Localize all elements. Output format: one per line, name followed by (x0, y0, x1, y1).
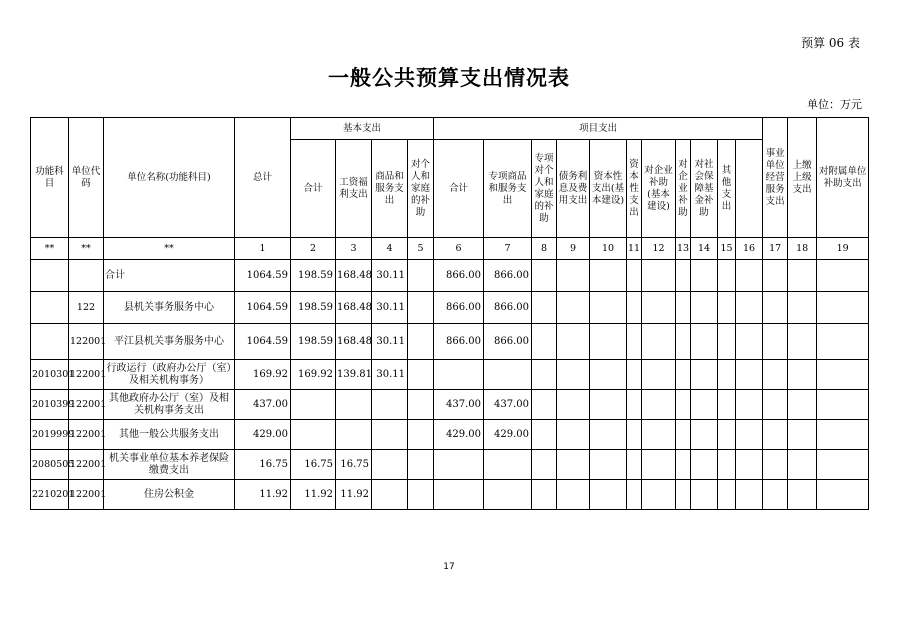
goods-services-cell: 30.11 (372, 360, 408, 390)
empty-cell (736, 420, 763, 450)
personal-family-cell (408, 420, 434, 450)
empty-cell (788, 420, 817, 450)
table-row (31, 260, 869, 292)
unit-name-cell: 行政运行（政府办公厅（室）及相关机构事务） (104, 360, 235, 390)
empty-cell (763, 390, 788, 420)
special-goods-cell: 866.00 (484, 260, 532, 292)
empty-cell (788, 324, 817, 360)
empty-cell (627, 450, 642, 480)
index-cell: 19 (817, 238, 869, 260)
empty-cell (557, 480, 590, 510)
table-row (31, 420, 869, 450)
project-sum-cell: 429.00 (434, 420, 484, 450)
special-goods-cell (484, 480, 532, 510)
empty-cell (642, 480, 676, 510)
empty-cell (817, 360, 869, 390)
empty-cell (590, 260, 627, 292)
empty-cell (718, 324, 736, 360)
empty-cell (817, 260, 869, 292)
empty-cell (691, 292, 718, 324)
empty-cell (642, 360, 676, 390)
empty-cell (676, 292, 691, 324)
func-code-cell (31, 260, 69, 292)
goods-services-cell: 30.11 (372, 260, 408, 292)
table-row (31, 360, 869, 390)
unit-code-cell: 122001 (69, 480, 104, 510)
special-goods-cell: 429.00 (484, 420, 532, 450)
table-row (31, 480, 869, 510)
empty-cell (557, 450, 590, 480)
empty-cell (627, 420, 642, 450)
table-row (31, 324, 869, 360)
index-cell: 5 (408, 238, 434, 260)
header-project-personal: 专项对个人和家庭的补助 (532, 140, 557, 238)
empty-cell (736, 260, 763, 292)
personal-family-cell (408, 292, 434, 324)
page-number: 17 (443, 562, 455, 572)
salary-cell: 16.75 (336, 450, 372, 480)
func-code-cell (31, 324, 69, 360)
index-cell: 11 (627, 238, 642, 260)
index-cell: 13 (676, 238, 691, 260)
unit-name-cell: 其他一般公共服务支出 (104, 420, 235, 450)
empty-cell (736, 324, 763, 360)
project-sum-cell (434, 480, 484, 510)
index-cell: 15 (718, 238, 736, 260)
salary-cell (336, 390, 372, 420)
empty-cell (718, 260, 736, 292)
empty-cell (676, 420, 691, 450)
header-total: 总计 (235, 118, 291, 238)
header-business-operating: 事业单位经营服务支出 (763, 118, 788, 238)
empty-cell (590, 360, 627, 390)
empty-cell (532, 390, 557, 420)
index-cell: 17 (763, 238, 788, 260)
goods-services-cell: 30.11 (372, 324, 408, 360)
unit-code-cell: 122001 (69, 450, 104, 480)
empty-cell (817, 450, 869, 480)
header-basic-group: 基本支出 (291, 118, 434, 140)
header-unit-code: 单位代码 (69, 118, 104, 238)
empty-cell (642, 450, 676, 480)
goods-services-cell (372, 480, 408, 510)
empty-cell (691, 260, 718, 292)
empty-cell (642, 420, 676, 450)
empty-cell (627, 360, 642, 390)
empty-cell (736, 450, 763, 480)
index-row (31, 238, 869, 260)
func-code-cell: 2210201 (31, 480, 69, 510)
empty-cell (676, 450, 691, 480)
empty-cell (718, 450, 736, 480)
total-cell: 16.75 (235, 450, 291, 480)
empty-cell (718, 390, 736, 420)
empty-cell (736, 292, 763, 324)
func-code-cell (31, 292, 69, 324)
project-sum-cell: 866.00 (434, 292, 484, 324)
goods-services-cell (372, 420, 408, 450)
empty-cell (557, 260, 590, 292)
unit-label: 单位：万元 (807, 98, 862, 111)
func-code-cell: 2010399 (31, 390, 69, 420)
index-cell: 8 (532, 238, 557, 260)
empty-cell (532, 324, 557, 360)
empty-cell (676, 260, 691, 292)
header-upper-payment: 上缴上级支出 (788, 118, 817, 238)
special-goods-cell (484, 450, 532, 480)
goods-services-cell (372, 390, 408, 420)
header-unit-name: 单位名称(功能科目) (104, 118, 235, 238)
total-cell: 1064.59 (235, 260, 291, 292)
index-cell: 16 (736, 238, 763, 260)
empty-cell (691, 420, 718, 450)
header-enterprise: 对企业补助 (676, 140, 691, 238)
salary-cell: 139.81 (336, 360, 372, 390)
project-sum-cell (434, 360, 484, 390)
special-goods-cell: 437.00 (484, 390, 532, 420)
empty-cell (763, 292, 788, 324)
project-sum-cell: 866.00 (434, 260, 484, 292)
goods-services-cell: 30.11 (372, 292, 408, 324)
personal-family-cell (408, 360, 434, 390)
personal-family-cell (408, 260, 434, 292)
empty-cell (590, 450, 627, 480)
personal-family-cell (408, 390, 434, 420)
empty-cell (817, 480, 869, 510)
empty-cell (532, 480, 557, 510)
empty-cell (590, 324, 627, 360)
index-cell: ** (69, 238, 104, 260)
salary-cell: 168.48 (336, 260, 372, 292)
empty-cell (788, 260, 817, 292)
header-social-security: 对社会保障基金补助 (691, 140, 718, 238)
empty-cell (691, 450, 718, 480)
index-cell: 18 (788, 238, 817, 260)
empty-cell (532, 292, 557, 324)
empty-cell (642, 260, 676, 292)
empty-cell (532, 420, 557, 450)
index-cell: 4 (372, 238, 408, 260)
salary-cell: 11.92 (336, 480, 372, 510)
unit-name-cell: 平江县机关事务服务中心 (104, 324, 235, 360)
header-special-goods: 专项商品和服务支出 (484, 140, 532, 238)
index-cell: 10 (590, 238, 627, 260)
header-project-group: 项目支出 (434, 118, 763, 140)
index-cell: 12 (642, 238, 676, 260)
index-cell: 1 (235, 238, 291, 260)
empty-cell (627, 324, 642, 360)
total-cell: 11.92 (235, 480, 291, 510)
header-subsidiary-subsidy: 对附属单位补助支出 (817, 118, 869, 238)
empty-cell (817, 292, 869, 324)
basic-sum-cell: 198.59 (291, 292, 336, 324)
unit-code-cell: 122001 (69, 360, 104, 390)
empty-cell (691, 390, 718, 420)
table-row (31, 390, 869, 420)
total-cell: 1064.59 (235, 292, 291, 324)
header-project-sum: 合计 (434, 140, 484, 238)
empty-cell (627, 390, 642, 420)
personal-family-cell (408, 480, 434, 510)
empty-cell (557, 292, 590, 324)
index-cell: 2 (291, 238, 336, 260)
empty-cell (736, 480, 763, 510)
func-code-cell: 2010301 (31, 360, 69, 390)
goods-services-cell (372, 450, 408, 480)
index-cell: 6 (434, 238, 484, 260)
basic-sum-cell: 16.75 (291, 450, 336, 480)
basic-sum-cell: 198.59 (291, 324, 336, 360)
basic-sum-cell (291, 390, 336, 420)
empty-cell (590, 292, 627, 324)
salary-cell: 168.48 (336, 292, 372, 324)
empty-cell (627, 292, 642, 324)
table-row (31, 292, 869, 324)
unit-name-cell: 住房公积金 (104, 480, 235, 510)
basic-sum-cell: 198.59 (291, 260, 336, 292)
total-cell: 169.92 (235, 360, 291, 390)
empty-cell (788, 450, 817, 480)
unit-name-cell: 机关事业单位基本养老保险缴费支出 (104, 450, 235, 480)
header-goods-services: 商品和服务支出 (372, 140, 408, 238)
empty-cell (788, 390, 817, 420)
empty-cell (642, 292, 676, 324)
unit-code-cell: 122001 (69, 390, 104, 420)
table-number-label: 预算 06 表 (801, 36, 860, 50)
salary-cell (336, 420, 372, 450)
empty-cell (817, 390, 869, 420)
empty-cell (557, 360, 590, 390)
unit-name-cell: 其他政府办公厅（室）及相关机构事务支出 (104, 390, 235, 420)
total-cell: 429.00 (235, 420, 291, 450)
empty-cell (627, 260, 642, 292)
empty-cell (590, 390, 627, 420)
empty-cell (763, 450, 788, 480)
empty-cell (788, 480, 817, 510)
budget-table (30, 117, 869, 510)
empty-cell (718, 480, 736, 510)
empty-cell (627, 480, 642, 510)
empty-cell (532, 260, 557, 292)
header-enterprise-basic: 对企业补助(基本建设) (642, 140, 676, 238)
empty-cell (736, 390, 763, 420)
empty-cell (691, 324, 718, 360)
unit-name-cell: 合计 (104, 260, 235, 292)
index-cell: 3 (336, 238, 372, 260)
empty-cell (676, 480, 691, 510)
page-title: 一般公共预算支出情况表 (328, 65, 570, 90)
empty-cell (557, 420, 590, 450)
empty-cell (718, 292, 736, 324)
empty-cell (817, 420, 869, 450)
index-cell: 7 (484, 238, 532, 260)
func-code-cell: 2019999 (31, 420, 69, 450)
basic-sum-cell: 11.92 (291, 480, 336, 510)
total-cell: 437.00 (235, 390, 291, 420)
empty-cell (676, 360, 691, 390)
unit-code-cell: 122 (69, 292, 104, 324)
basic-sum-cell: 169.92 (291, 360, 336, 390)
empty-cell (788, 360, 817, 390)
unit-name-cell: 县机关事务服务中心 (104, 292, 235, 324)
header-other: 其他支出 (718, 140, 736, 238)
empty-cell (691, 360, 718, 390)
empty-cell (557, 324, 590, 360)
header-salary: 工资福利支出 (336, 140, 372, 238)
empty-cell (763, 324, 788, 360)
empty-cell (718, 420, 736, 450)
special-goods-cell: 866.00 (484, 324, 532, 360)
empty-cell (642, 390, 676, 420)
unit-code-cell: 122001 (69, 420, 104, 450)
special-goods-cell (484, 360, 532, 390)
header-capital-basic: 资本性支出(基本建设) (590, 140, 627, 238)
personal-family-cell (408, 450, 434, 480)
header-personal-family: 对个人和家庭的补助 (408, 140, 434, 238)
empty-cell (532, 450, 557, 480)
empty-cell (676, 390, 691, 420)
personal-family-cell (408, 324, 434, 360)
unit-code-cell (69, 260, 104, 292)
project-sum-cell: 866.00 (434, 324, 484, 360)
header-basic-sum: 合计 (291, 140, 336, 238)
table-row (31, 450, 869, 480)
func-code-cell: 2080505 (31, 450, 69, 480)
total-cell: 1064.59 (235, 324, 291, 360)
empty-cell (532, 360, 557, 390)
index-cell: 14 (691, 238, 718, 260)
empty-cell (763, 360, 788, 390)
basic-sum-cell (291, 420, 336, 450)
empty-cell (590, 420, 627, 450)
header-debt-interest: 债务利息及费用支出 (557, 140, 590, 238)
header-capital: 资本性支出 (627, 140, 642, 238)
empty-cell (590, 480, 627, 510)
empty-cell (691, 480, 718, 510)
index-cell: 9 (557, 238, 590, 260)
empty-cell (557, 390, 590, 420)
salary-cell: 168.48 (336, 324, 372, 360)
empty-cell (676, 324, 691, 360)
index-cell: ** (31, 238, 69, 260)
empty-cell (763, 480, 788, 510)
empty-cell (763, 420, 788, 450)
special-goods-cell: 866.00 (484, 292, 532, 324)
header-func-code: 功能科目 (31, 118, 69, 238)
empty-cell (788, 292, 817, 324)
unit-code-cell: 122001 (69, 324, 104, 360)
empty-cell (817, 324, 869, 360)
project-sum-cell (434, 450, 484, 480)
empty-cell (718, 360, 736, 390)
index-cell: ** (104, 238, 235, 260)
empty-cell (763, 260, 788, 292)
empty-cell (642, 324, 676, 360)
empty-cell (736, 360, 763, 390)
project-sum-cell: 437.00 (434, 390, 484, 420)
